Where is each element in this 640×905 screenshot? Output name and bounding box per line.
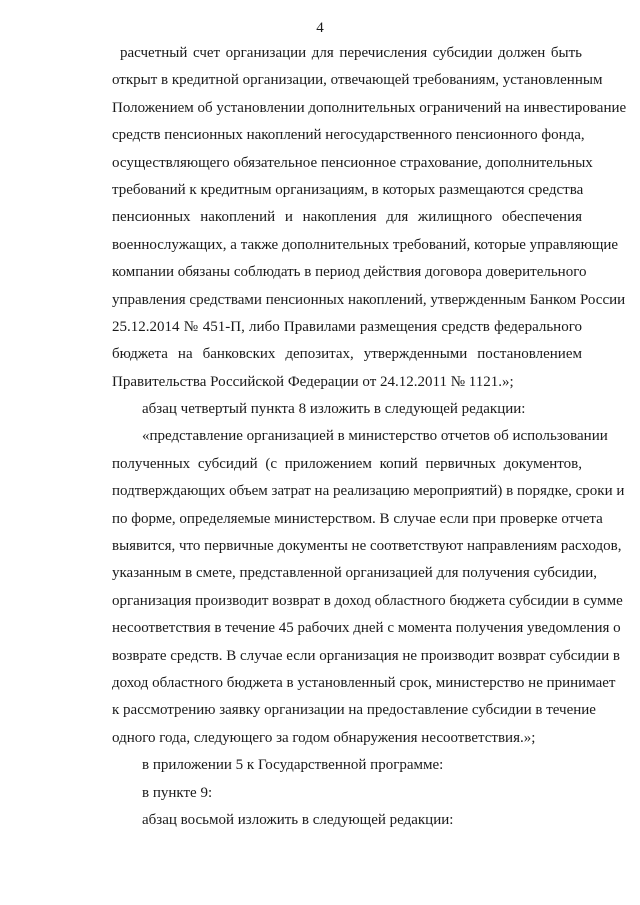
text-line: управления средствами пенсионных накоплений, утвержденным Банком России <box>112 291 626 308</box>
text-line: Положением об установлении дополнительных ограничений на инвестирование <box>112 99 627 116</box>
text-line: средств пенсионных накоплений негосударственного пенсионного фонда, <box>112 127 585 144</box>
text-line: компании обязаны соблюдать в период действия договора доверительного <box>112 264 587 281</box>
text-line: «представление организацией в министерство отчетов об использовании <box>142 428 608 445</box>
text-line: несоответствия в течение 45 рабочих дней с момента получения уведомления о <box>112 620 621 637</box>
text-line: в пункте 9: <box>142 784 213 801</box>
text-line: по форме, определяемые министерством. В случае если при проверке отчета <box>112 510 603 527</box>
text-line: к рассмотрению заявку организации на предоставление субсидии в течение <box>112 702 596 719</box>
text-line: осуществляющего обязательное пенсионное страхование, дополнительных <box>112 154 593 171</box>
text-line: доход областного бюджета в установленный срок, министерство не принимает <box>112 674 616 691</box>
text-line: подтверждающих объем затрат на реализацию мероприятий) в порядке, сроки и <box>112 483 625 500</box>
text-line: полученных субсидий (с приложением копий первичных документов, <box>112 455 582 472</box>
text-line: открыт в кредитной организации, отвечающей требованиям, установленным <box>112 72 603 89</box>
text-line: расчетный счет организации для перечисления субсидии должен быть <box>120 45 582 61</box>
text-line: военнослужащих, а также дополнительных требований, которые управляющие <box>112 236 619 253</box>
text-line: в приложении 5 к Государственной программе: <box>142 757 444 774</box>
text-line: организация производит возврат в доход областного бюджета субсидии в сумме <box>112 592 623 609</box>
text-line: 25.12.2014 № 451-П, либо Правилами размещения средств федерального <box>112 318 582 335</box>
text-line: требований к кредитным организациям, в которых размещаются средства <box>112 181 584 198</box>
text-line: одного года, следующего за годом обнаружения несоответствия.»; <box>112 729 536 746</box>
text-line: Правительства Российской Федерации от 24.12.2011 № 1121.»; <box>112 373 514 390</box>
text-line: пенсионных накоплений и накопления для жилищного обеспечения <box>112 209 582 226</box>
page-number: 4 <box>316 20 324 36</box>
text-line: выявится, что первичные документы не соответствуют направлениям расходов, <box>112 538 622 555</box>
document-body <box>112 40 627 834</box>
text-line: абзац восьмой изложить в следующей редакции: <box>142 811 454 828</box>
text-line: бюджета на банковских депозитах, утвержденными постановлением <box>112 346 582 363</box>
text-line: указанным в смете, представленной организацией для получения субсидии, <box>112 565 598 582</box>
text-line: абзац четвертый пункта 8 изложить в следующей редакции: <box>142 401 526 418</box>
text-line: возврате средств. В случае если организация не производит возврат субсидии в <box>112 647 620 664</box>
